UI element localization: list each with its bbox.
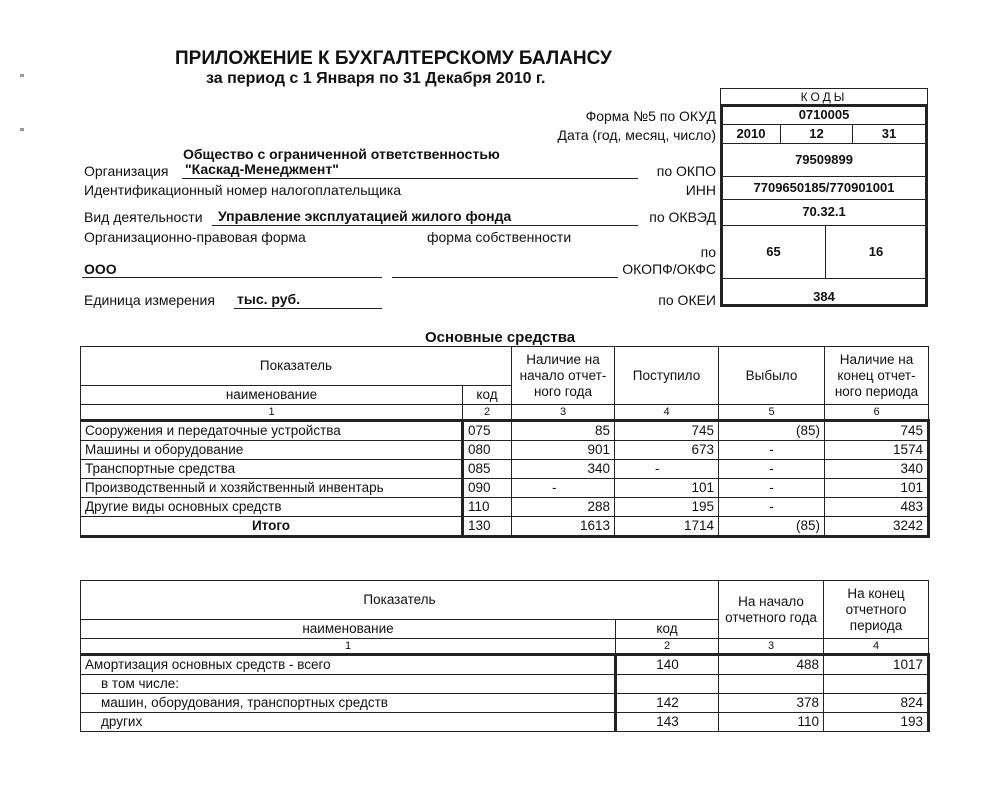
t2-h-start: На начало отчетного года [719,581,824,639]
okpo-code: 79509899 [795,152,853,167]
date-year: 2010 [736,126,766,141]
report-period: за период с 1 Января по 31 Декабря 2010 г. [206,70,546,87]
table-row: в том числе: [81,675,929,694]
okopf-code: 65 [766,244,781,259]
scan-speck [20,74,24,77]
legal-form-label: Организационно-правовая форма [84,229,306,245]
okfs-code: 16 [868,244,884,259]
t1-h-disposed: Выбыло [719,347,825,405]
table-row: Амортизация основных средств - всего 140 488 1017 [81,655,929,675]
inn-code: 7709650185/770901001 [753,180,895,195]
t1-h-name: наименование [81,386,463,405]
table-row: Другие виды основных средств 110 288 195 - 483 [81,498,929,517]
fixed-assets-table [80,346,930,538]
date-label: Дата (год, месяц, число) [557,127,716,143]
table1-header-row [81,347,929,386]
t2-h-end: На конец отчетного периода [824,581,929,639]
table-row: Транспортные средства 085 340 - - 340 [81,460,929,479]
t1-h-end: Наличие на конец отчет-ного периода [825,347,929,405]
t1-h-start: Наличие на начало отчет-ного года [512,347,615,405]
table-row: Сооружения и передаточные устройства 075 85 745 (85) 745 [81,421,929,441]
inn-full-label: Идентификационный номер налогоплательщика [84,182,402,198]
t2-h-code: код [616,620,719,639]
ownership-label: форма собственности [427,229,572,245]
activity-label: Вид деятельности [84,209,203,225]
org-name-line2: "Каскад-Менеджмент" [185,161,339,177]
table1-title: Основные средства [425,329,576,346]
okei-code: 384 [813,289,835,304]
okopf-label-2: ОКОПФ/ОКФС [622,261,716,277]
org-name-line1: Общество с ограниченной ответственностью [183,146,500,162]
depreciation-table [80,580,930,732]
activity-value: Управление эксплуатацией жилого фонда [218,208,512,224]
unit-label: Единица измерения [84,292,215,308]
table-row: машин, оборудования, транспортных средств 142 378 824 [81,694,929,713]
t1-h-received: Поступило [615,347,719,405]
okud-label: Форма №5 по ОКУД [585,108,716,124]
table1-number-row: 1 2 3 4 5 6 [81,405,929,421]
table1-total-row: Итого 130 1613 1714 (85) 3242 [81,517,929,537]
date-month: 12 [809,126,824,141]
okved-label: по ОКВЭД [649,209,716,225]
document-title: ПРИЛОЖЕНИЕ К БУХГАЛТЕРСКОМУ БАЛАНСУ [175,48,612,69]
t1-h-code: код [463,386,512,405]
t1-h-indicator: Показатель [81,347,512,386]
t2-h-indicator: Показатель [81,581,719,620]
okpo-label: по ОКПО [656,163,716,179]
okud-code: 0710005 [798,107,850,122]
okopf-label-1: по [700,244,716,260]
table2-number-row: 1 2 3 4 [81,639,929,655]
okved-code: 70.32.1 [802,204,846,219]
unit-value: тыс. руб. [237,291,301,307]
table2-header-row [81,581,929,620]
org-label: Организация [84,163,169,179]
table-row: Машины и оборудование 080 901 673 - 1574 [81,441,929,460]
okei-label: по ОКЕИ [658,292,716,308]
inn-label: ИНН [685,182,716,198]
codes-header: КОДЫ [720,88,928,104]
scan-speck [20,128,24,131]
t2-h-name: наименование [81,620,616,639]
legal-form-value: ООО [84,261,117,277]
date-day: 31 [881,126,897,141]
table-row: других 143 110 193 [81,713,929,732]
table-row: Производственный и хозяйственный инвентарь 090 - 101 - 101 [81,479,929,498]
